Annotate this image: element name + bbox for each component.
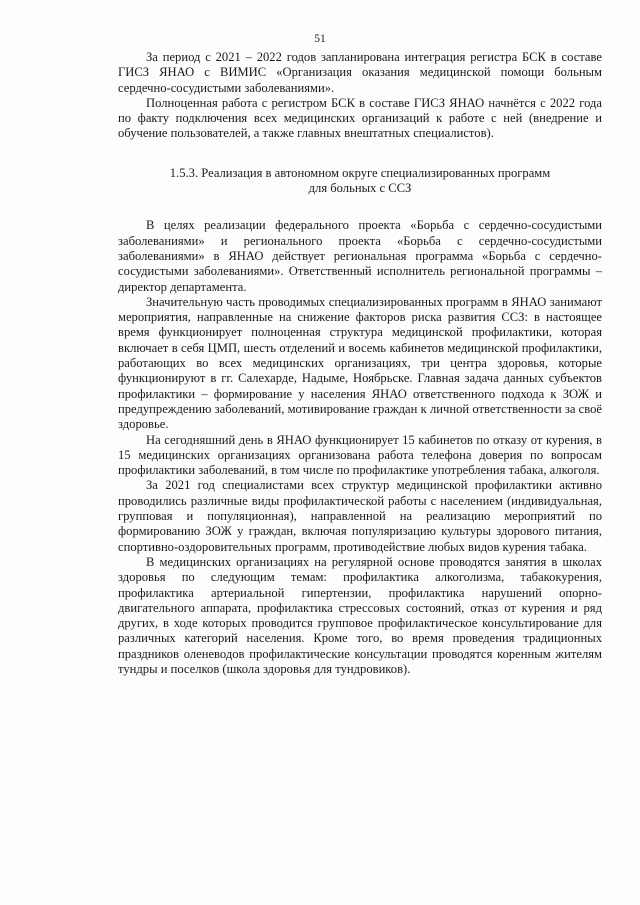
section-heading-line-1: 1.5.3. Реализация в автономном округе специализированных программ <box>169 165 551 180</box>
body-paragraph-1: В целях реализации федерального проекта «Борьба с сердечно-сосудистыми заболеваниями» и регионального проекта «Борьба с сердечно-сосудистыми заболеваниями» в ЯНАО действует региональная программа «Борьба с сердечно-сосудистыми заболеваниями». Ответственный исполнитель региональной программы – директор департамента. <box>118 218 602 294</box>
page-content <box>118 50 602 677</box>
intro-paragraph-2: Полноценная работа с регистром БСК в составе ГИСЗ ЯНАО начнётся с 2022 года по факту подключения всех медицинских организаций к работе с ней (внедрение и обучение пользователей, а также главных внештатных специалистов). <box>118 95 602 141</box>
page-number: 51 <box>314 33 326 45</box>
body-paragraph-4: За 2021 год специалистами всех структур медицинской профилактики активно проводились различные виды профилактической работы с населением (индивидуальная, групповая и популяционная), направленной на реализацию мероприятий по формированию ЗОЖ у граждан, включая популяризацию культуры здорового питания, спортивно-оздоровительных программ, противодействие любых видов курения табака. <box>118 478 602 554</box>
intro-paragraph-1: За период с 2021 – 2022 годов запланирована интеграция регистра БСК в составе ГИСЗ ЯНАО с ВИМИС «Организация оказания медицинской помощи больным сердечно-сосудистыми заболеваниями». <box>118 50 602 95</box>
body-paragraph-2: Значительную часть проводимых специализированных программ в ЯНАО занимают мероприятия, направленные на снижение факторов риска развития ССЗ: в настоящее время функционирует полноценная структура медицинской профилактики, которая включает в себя ЦМП, шесть отделений и восемь кабинетов медицинской профилактики, работающих во всех медицинских организациях, три центра здоровья, которые функционируют в гг. Салехарде, Надыме, Ноябрьске. Главная задача данных субъектов профилактики – формирование у населения ЯНАО ответственного подхода к ЗОЖ и предупреждению заболеваний, мотивирование граждан к личной ответственности за своё здоровье. <box>118 294 602 432</box>
body-paragraph-3: На сегодняшний день в ЯНАО функционирует 15 кабинетов по отказу от курения, в 15 медицинских организациях организована работа телефона доверия по вопросам профилактики заболеваний, в том числе по профилактике употребления табака, алкоголя. <box>118 432 602 478</box>
section-heading <box>118 166 602 197</box>
section-heading-line-2: для больных с ССЗ <box>308 181 412 196</box>
body-paragraph-5: В медицинских организациях на регулярной основе проводятся занятия в школах здоровья по следующим темам: профилактика алкоголизма, табакокурения, профилактика артериальной гипертензии, профилактика нарушений опорно-двигательного аппарата, профилактика стрессовых состояний, отказ от курения и ряд других, в ходе которых проводится групповое профилактическое консультирование для различных категорий населения. Кроме того, во время проведения традиционных праздников оленеводов профилактические консультации проводятся коренным жителям тундры и поселков (школа здоровья для тундровиков). <box>118 554 602 676</box>
